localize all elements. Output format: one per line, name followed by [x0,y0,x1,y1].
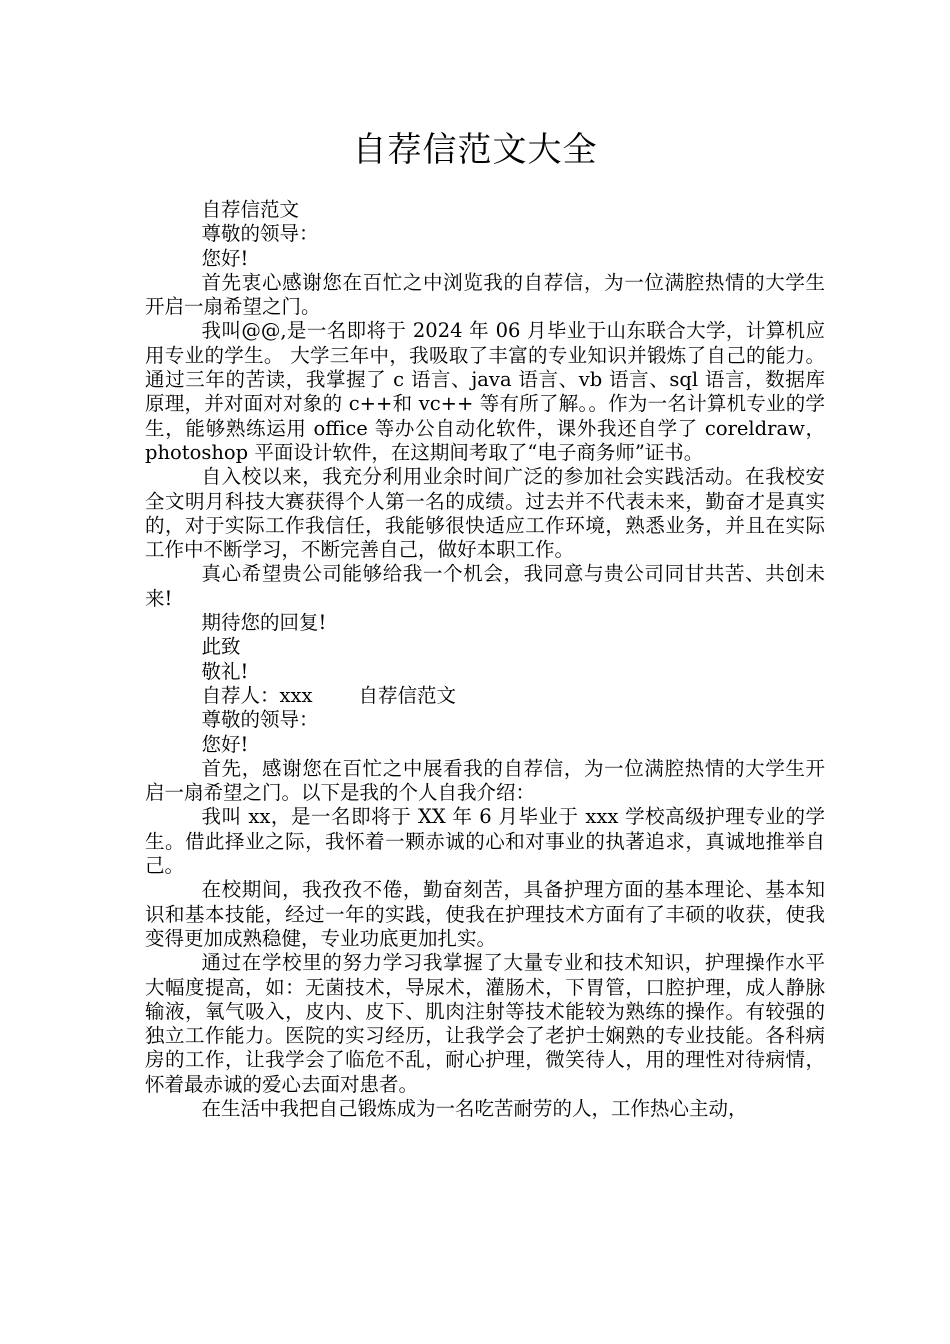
letter2-paragraph-4: 通过在学校里的努力学习我掌握了大量专业和技术知识，护理操作水平大幅度提高，如：无菌技术，导尿术，灌肠术，下胃管，口腔护理，成人静脉输液，氧气吸入，皮内、皮下、肌肉注射等技术能较为熟练的操作。有较强的独立工作能力。医院的实习经历，让我学会了老护士娴熟的专业技能。各科病房的工作，让我学会了临危不乱，耐心护理，微笑待人，用的理性对待病情，怀着最赤诚的爱心去面对患者。 [145,951,825,1096]
letter2-heading: 自荐信范文 [358,683,457,707]
document-body [145,198,825,1121]
letter1-signature: 自荐人：xxx [201,683,313,707]
letter1-paragraph-3: 自入校以来，我充分利用业余时间广泛的参加社会实践活动。在我校安全文明月科技大赛获得个人第一名的成绩。过去并不代表未来，勤奋才是真实的，对于实际工作我信任，我能够很快适应工作环境，熟悉业务，并且在实际工作中不断学习，不断完善自己，做好本职工作。 [145,465,825,562]
letter1-closing-3: 敬礼! [201,659,249,683]
letter1-paragraph-1: 首先衷心感谢您在百忙之中浏览我的自荐信，为一位满腔热情的大学生开启一扇希望之门。 [145,270,825,319]
letter1-paragraph-4: 真心希望贵公司能够给我一个机会，我同意与贵公司同甘共苦、共创未来! [145,562,825,610]
letter2-paragraph-3: 在校期间，我孜孜不倦，勤奋刻苦，具备护理方面的基本理论、基本知识和基本技能，经过一年的实践，使我在护理技术方面有了丰硕的收获，使我变得更加成熟稳健，专业功底更加扎实。 [145,878,825,950]
letter2-paragraph-5: 在生活中我把自己锻炼成为一名吃苦耐劳的人，工作热心主动， [201,1096,748,1120]
letter2-salutation: 尊敬的领导： [201,708,319,732]
letter1-closing-1: 期待您的回复! [201,611,327,635]
letter1-closing-2: 此致 [201,635,241,659]
letter2-paragraph-1: 首先，感谢您在百忙之中展看我的自荐信，为一位满腔热情的大学生开启一扇希望之门。以下是我的个人自我介绍： [145,756,825,805]
letter1-salutation: 尊敬的领导： [201,222,319,246]
document-title: 自荐信范文大全 [352,130,598,170]
letter1-paragraph-2: 我叫@@,是一名即将于 2024 年 06 月毕业于山东联合大学，计算机应用专业的学生。 大学三年中，我吸取了丰富的专业知识并锻炼了自己的能力。通过三年的苦读，我掌握了 c 语言、java 语言、vb 语言、sql 语言，数据库原理，并对面对对象的 c++和 vc++ 等有所了解。。作为一名计算机专业的学生，能够熟练运用 office 等办公自动化软件，课外我还自学了 coreldraw，photoshop 平面设计软件，在这期间考取了“电子商务师”证书。 [145,319,825,464]
letter1-greeting: 您好! [201,246,249,270]
letter2-paragraph-2: 我叫 xx，是一名即将于 XX 年 6 月毕业于 xxx 学校高级护理专业的学生。借此择业之际，我怀着一颗赤诚的心和对事业的执著追求，真诚地推举自己。 [145,805,825,878]
letter1-heading: 自荐信范文 [201,198,300,221]
signature-line [145,684,825,708]
letter2-greeting: 您好! [201,732,249,756]
